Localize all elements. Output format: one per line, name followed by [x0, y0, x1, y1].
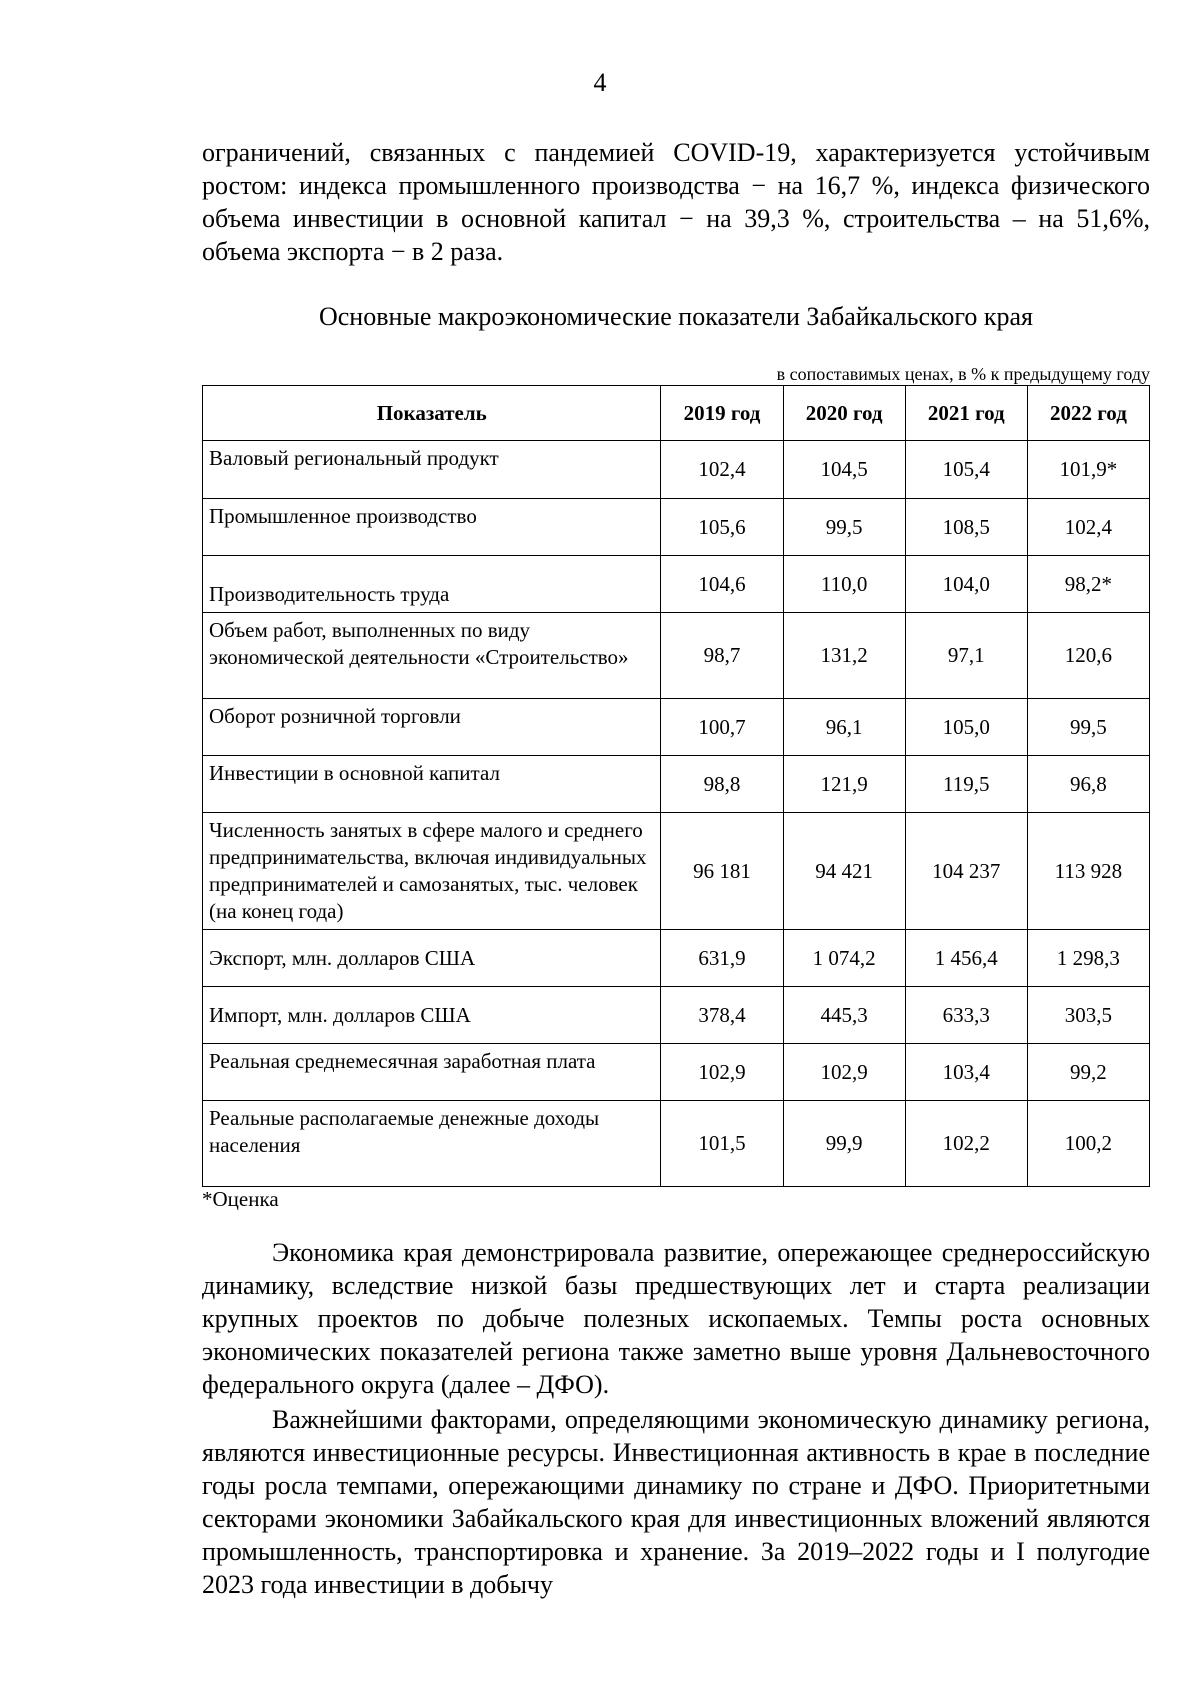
value-cell: 113 928	[1027, 813, 1149, 930]
value-cell: 104,0	[905, 556, 1027, 613]
row-name: Реальные располагаемые денежные доходы населения	[203, 1101, 661, 1187]
value-cell: 97,1	[905, 613, 1027, 699]
footnote: *Оценка	[202, 1187, 279, 1211]
value-cell: 105,4	[905, 441, 1027, 499]
header-indicator: Показатель	[203, 386, 661, 441]
value-cell: 99,2	[1027, 1044, 1149, 1101]
value-cell: 102,9	[661, 1044, 783, 1101]
table-row	[203, 699, 1150, 756]
header-2021: 2021 год	[905, 386, 1027, 441]
value-cell: 1 456,4	[905, 930, 1027, 987]
table-row	[203, 987, 1150, 1044]
value-cell: 99,5	[783, 499, 905, 556]
value-cell: 101,5	[661, 1101, 783, 1187]
row-name: Производительность труда	[203, 556, 661, 613]
indicators-table	[202, 385, 1150, 1187]
value-cell: 108,5	[905, 499, 1027, 556]
value-cell: 100,7	[661, 699, 783, 756]
table-title: Основные макроэкономические показатели Забайкальского края	[318, 302, 1034, 331]
table-row	[203, 441, 1150, 499]
value-cell: 98,8	[661, 756, 783, 813]
value-cell: 633,3	[905, 987, 1027, 1044]
value-cell: 631,9	[661, 930, 783, 987]
value-cell: 120,6	[1027, 613, 1149, 699]
row-name: Численность занятых в сфере малого и среднего предпринимательства, включая индивидуальных предпринимателей и самозанятых, тыс. человек (на конец года)	[203, 813, 661, 930]
value-cell: 1 074,2	[783, 930, 905, 987]
table-header-row	[203, 386, 1150, 441]
table-row	[203, 613, 1150, 699]
value-cell: 1 298,3	[1027, 930, 1149, 987]
table-row	[203, 556, 1150, 613]
value-cell: 96,8	[1027, 756, 1149, 813]
row-name: Инвестиции в основной капитал	[203, 756, 661, 813]
value-cell: 131,2	[783, 613, 905, 699]
value-cell: 96 181	[661, 813, 783, 930]
value-cell: 445,3	[783, 987, 905, 1044]
value-cell: 102,9	[783, 1044, 905, 1101]
row-name: Оборот розничной торговли	[203, 699, 661, 756]
header-2019: 2019 год	[661, 386, 783, 441]
table-row	[203, 1101, 1150, 1187]
value-cell: 104,5	[783, 441, 905, 499]
table-row	[203, 756, 1150, 813]
value-cell: 102,2	[905, 1101, 1027, 1187]
row-name: Объем работ, выполненных по виду экономической деятельности «Строительство»	[203, 613, 661, 699]
value-cell: 119,5	[905, 756, 1027, 813]
paragraph-investment	[202, 1403, 1150, 1601]
table-row	[203, 930, 1150, 987]
row-name: Импорт, млн. долларов США	[203, 987, 661, 1044]
value-cell: 105,6	[661, 499, 783, 556]
value-cell: 121,9	[783, 756, 905, 813]
value-cell: 96,1	[783, 699, 905, 756]
value-cell: 99,5	[1027, 699, 1149, 756]
value-cell: 110,0	[783, 556, 905, 613]
row-name: Реальная среднемесячная заработная плата	[203, 1044, 661, 1101]
value-cell: 104 237	[905, 813, 1027, 930]
intro-paragraph: ограничений, связанных с пандемией COVID-19, характеризуется устойчивым ростом: индекса промышленного производства − на 16,7 %, индекса физического объема инвестиции в основной капитал − на 39,3 %, строительства – на 51,6%, объема экспорта − в 2 раза.	[202, 138, 1150, 266]
value-cell: 104,6	[661, 556, 783, 613]
row-name: Экспорт, млн. долларов США	[203, 930, 661, 987]
value-cell: 303,5	[1027, 987, 1149, 1044]
value-cell: 98,2*	[1027, 556, 1149, 613]
value-cell: 102,4	[1027, 499, 1149, 556]
value-cell: 103,4	[905, 1044, 1027, 1101]
value-cell: 98,7	[661, 613, 783, 699]
value-cell: 378,4	[661, 987, 783, 1044]
value-cell: 105,0	[905, 699, 1027, 756]
value-cell: 100,2	[1027, 1101, 1149, 1187]
value-cell: 101,9*	[1027, 441, 1149, 499]
paragraph-economy	[202, 1236, 1150, 1401]
header-2020: 2020 год	[783, 386, 905, 441]
row-name: Промышленное производство	[203, 499, 661, 556]
value-cell: 94 421	[783, 813, 905, 930]
page-number: 4	[593, 68, 607, 97]
table-row	[203, 813, 1150, 930]
value-cell: 99,9	[783, 1101, 905, 1187]
table-row	[203, 499, 1150, 556]
table-row	[203, 1044, 1150, 1101]
paragraph-economy-text: Экономика края демонстрировала развитие, опережающее среднероссийскую динамику, вследствие низкой базы предшествующих лет и старта реализации крупных проектов по добыче полезных ископаемых. Темпы роста основных экономических показателей региона также заметно выше уровня Дальневосточного федерального округа (далее – ДФО).	[202, 1238, 1150, 1399]
row-name: Валовый региональный продукт	[203, 441, 661, 499]
units-note: в сопоставимых ценах, в % к предыдущему году	[776, 364, 1150, 384]
value-cell: 102,4	[661, 441, 783, 499]
paragraph-investment-text: Важнейшими факторами, определяющими экономическую динамику региона, являются инвестиционные ресурсы. Инвестиционная активность в крае в последние годы росла темпами, опережающими динамику по стране и ДФО. Приоритетными секторами экономики Забайкальского края для инвестиционных вложений являются промышленность, транспортировка и хранение. За 2019–2022 годы и I полугодие 2023 года инвестиции в добычу	[202, 1405, 1150, 1599]
header-2022: 2022 год	[1027, 386, 1149, 441]
